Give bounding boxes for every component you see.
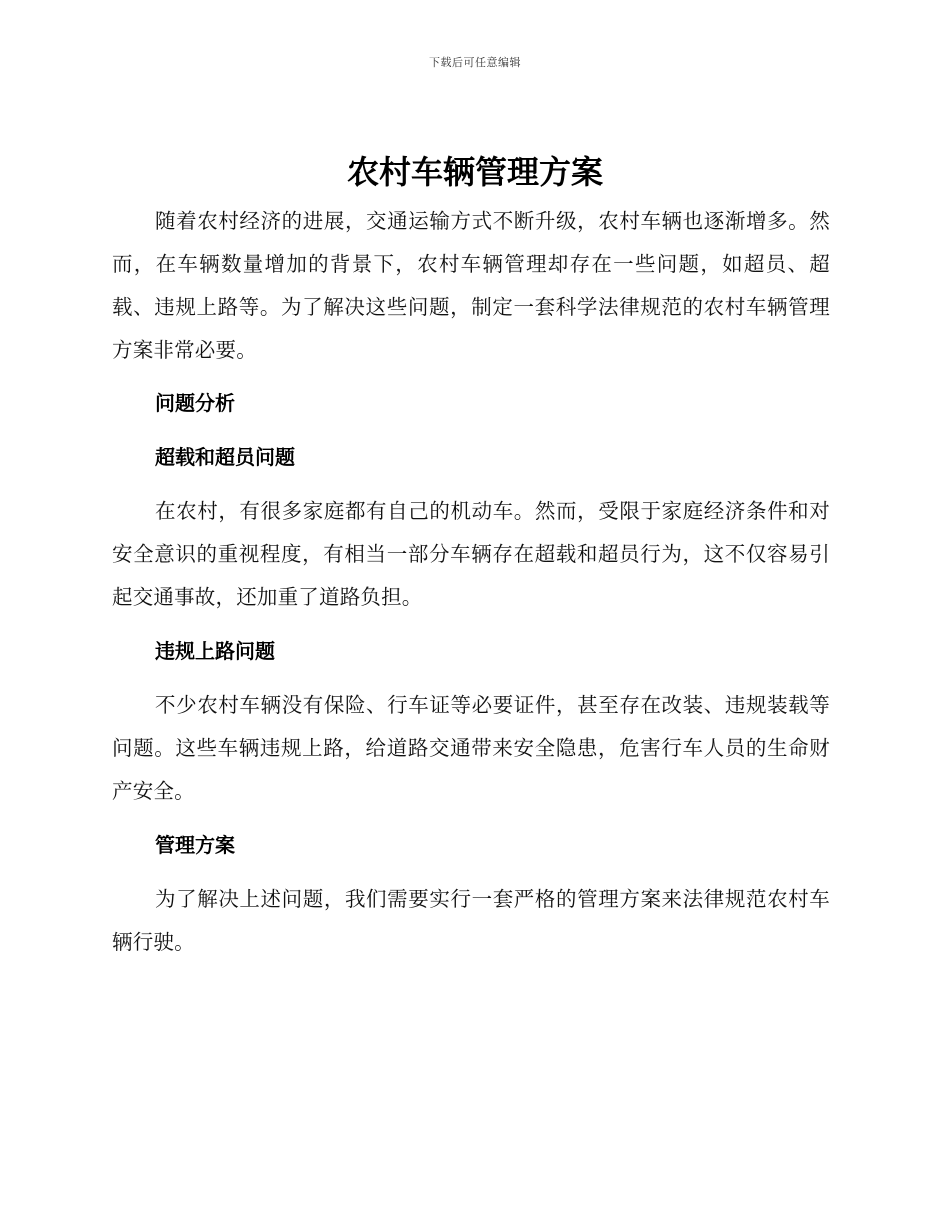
subheading-overload: 超载和超员问题 xyxy=(155,445,295,469)
overload-heading-block xyxy=(112,442,830,472)
plan-block xyxy=(112,878,830,964)
problem-heading-block xyxy=(112,388,830,418)
illegal-heading-block xyxy=(112,636,830,666)
overload-block xyxy=(112,490,830,619)
intro-paragraph: 随着农村经济的进展，交通运输方式不断升级，农村车辆也逐渐增多。然而，在车辆数量增加的背景下，农村车辆管理却存在一些问题，如超员、超载、违规上路等。为了解决这些问题，制定一套科学法律规范的农村车辆管理方案非常必要。 xyxy=(112,209,830,362)
header-note: 下载后可任意编辑 xyxy=(429,56,521,69)
illegal-block xyxy=(112,684,830,813)
section-heading-plan: 管理方案 xyxy=(155,833,235,857)
document-title: 农村车辆管理方案 xyxy=(346,153,603,191)
overload-paragraph: 在农村，有很多家庭都有自己的机动车。然而，受限于家庭经济条件和对安全意识的重视程度，有相当一部分车辆存在超载和超员行为，这不仅容易引起交通事故，还加重了道路负担。 xyxy=(112,499,830,609)
intro-block xyxy=(112,200,830,372)
plan-heading-block xyxy=(112,830,830,860)
subheading-illegal: 违规上路问题 xyxy=(155,639,275,663)
section-heading-problem: 问题分析 xyxy=(155,391,235,415)
plan-paragraph: 为了解决上述问题，我们需要实行一套严格的管理方案来法律规范农村车辆行驶。 xyxy=(112,887,830,954)
illegal-paragraph: 不少农村车辆没有保险、行车证等必要证件，甚至存在改装、违规装载等问题。这些车辆违规上路，给道路交通带来安全隐患，危害行车人员的生命财产安全。 xyxy=(112,693,830,803)
